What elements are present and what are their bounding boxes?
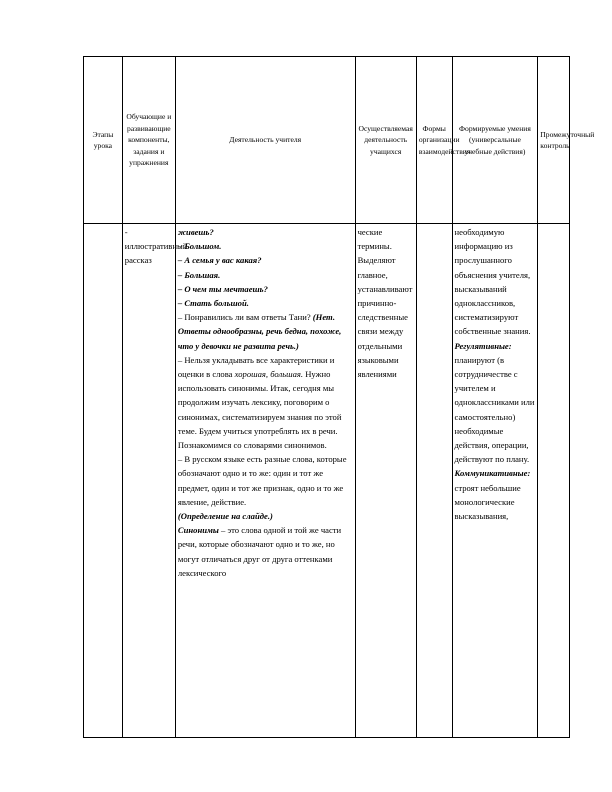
teacher-question: – Понравились ли вам ответы Тани? (177, 312, 313, 323)
communicative-label: Коммуникативные: (454, 468, 531, 479)
paragraph-text: – Нельзя укладывать все характеристики и оценки в слова (177, 354, 335, 380)
cell-teacher-activity (175, 224, 355, 738)
skills-cognitive-text: необходимую информацию из прослушанного объяснения учителя, высказываний одноклассников, систематизируют собственные знания. (454, 227, 531, 337)
teacher-paragraph-3: – В русском языке есть разные слова, которые обозначают одно и то же: один и тот же предмет, один и тот же признак, одно и то же явление, действие. (177, 454, 347, 507)
header-skills: Формируемые умения (универсальные учебные действия) (452, 57, 538, 224)
expected-answer: (Нет. Ответы однообразны, речь бедна, похоже, что у девочки не развита речь.) (177, 312, 342, 351)
header-teacher-activity: Деятельность учителя (175, 57, 355, 224)
header-interaction-forms: Формы организации взаимодействия (416, 57, 452, 224)
cell-skills (452, 224, 538, 738)
cell-components: - иллюстративный рассказ (122, 224, 175, 738)
definition-term: Синонимы (177, 525, 219, 536)
teacher-paragraph-2 (178, 353, 353, 452)
regulative-label: Регулятивные: (454, 340, 512, 351)
skills-communicative-text: строят небольшие монологические высказывания, (454, 482, 521, 522)
dialog-question-3: – О чем ты мечтаешь? (177, 283, 268, 294)
cell-control (538, 224, 570, 738)
table-header-row (84, 57, 570, 224)
dialog-question-2: – А семья у вас какая? (177, 255, 262, 266)
dialog-answer-2: – Большая. (177, 269, 221, 280)
header-student-activity: Осуществляемая деятельность учащихся (355, 57, 416, 224)
lesson-plan-table (83, 56, 595, 738)
emphasized-words: хорошая, большая. (234, 369, 304, 380)
dialog-answer-3: – Стать большой. (177, 298, 249, 309)
header-control: Промежуточный контроль (538, 57, 570, 224)
synonym-definition (178, 523, 353, 580)
header-stages: Этапы урока (84, 57, 123, 224)
skills-regulative-text: планируют (в сотрудничестве с учителем и одноклассниками или самостоятельно) необходимые действия, операции, действуют по плану. (454, 354, 535, 465)
slide-note: (Определение на слайде.) (177, 511, 273, 522)
definition-text: – это слова одной и той же части речи, которые обозначают одно и то же, но могут отличаться друг от друга оттенками лексического (177, 525, 342, 578)
cell-student-activity: ческие термины. Выделяют главное, устанавливают причинно-следственные связи между отдельными языковыми явлениями (355, 224, 416, 738)
cell-stage (84, 224, 123, 738)
cell-interaction-forms (416, 224, 452, 738)
table-row (84, 224, 570, 738)
dialog-question-1: живешь? (177, 227, 214, 237)
teacher-paragraph-1 (178, 310, 353, 353)
paragraph-text: Нужно использовать синонимы. Итак, сегодня мы продолжим изучать лексику, поговорим о синонимах, систематизируем знания по этой теме. Будем учиться употреблять их в речи. Познакомимся со словарями синонимов. (177, 369, 342, 451)
header-components: Обучающие и развивающие компоненты, задания и упражнения (122, 57, 175, 224)
dialog-answer-1: – Большом. (177, 241, 222, 252)
